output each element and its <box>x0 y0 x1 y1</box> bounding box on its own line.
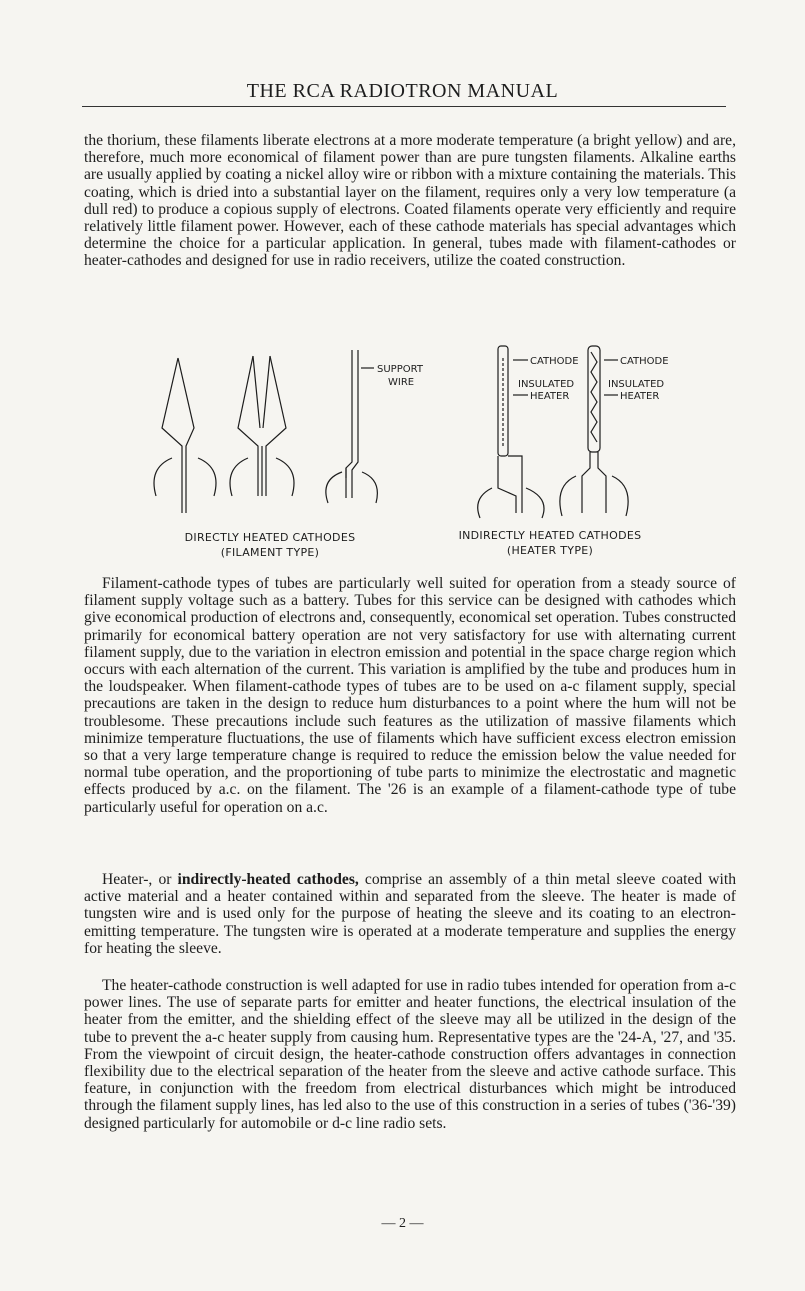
label-support-wire-2: WIRE <box>388 377 415 388</box>
heater-cathode-a-drawing <box>478 346 544 518</box>
label-insulated-a: INSULATED <box>518 379 575 390</box>
header-rule <box>82 106 726 107</box>
label-cathode-a: CATHODE <box>530 356 579 367</box>
paragraph-coated-filaments: the thorium, these filaments liberate electrons at a more moderate temperature (a bright yellow) and are, therefore, much more economical of filament power than are pure tungsten filaments. Alkaline earths are usually applied by coating a nickel alloy wire or ribbon with a mixture containing the materials. This coating, which is dried into a substantial layer on the filament, requires only a very low temperature (a dull red) to produce a copious supply of electrons. Coated filaments operate very efficiently and require relatively little filament power. However, each of these cathode materials has special advantages which determine the choice for a particular application. In general, tubes made with filament-cathodes or heater-cathodes and designed for use in radio receivers, utilize the coated construction. <box>84 132 736 270</box>
p3-end-text: comprise an assembly of a thin metal sleeve coated with active material and a heater contained within and separated from the sleeve. The heater is made of tungsten wire and is used only for the purpose of heating the sleeve and its coating to an electron-emitting temperature. The tungsten wire is operated at a moderate temperature and supplies the energy for heating the sleeve. <box>84 871 737 957</box>
p3-bold-term: indirectly-heated cathodes, <box>177 871 359 888</box>
filament-support-drawing <box>326 350 378 503</box>
paragraph-heater-construction: The heater-cathode construction is well adapted for use in radio tubes intended for operation from a-c power lines. The use of separate parts for emitter and heater functions, the electrical insulation of the heater from the emitter, and the shielding effect of the sleeve may all be utilized in the design of the tube to prevent the a-c heater supply from causing hum. Representative types are the '24-A, '27, and '35. From the viewpoint of circuit design, the heater-cathode construction offers advantages in connection flexibility due to the electrical separation of the heater from the sleeve and active cathode surface. This feature, in conjunction with the freedom from electrical disturbances which might be introduced through the filament supply lines, has led also to the use of this construction in a series of tubes ('36-'39) designed particularly for automobile or d-c line radio sets. <box>84 977 736 1132</box>
page-number: — 2 — <box>381 1216 424 1231</box>
label-insulated-b: INSULATED <box>608 379 665 390</box>
caption-indirectly-heated-2: (HEATER TYPE) <box>506 544 594 557</box>
page-header-title: THE RCA RADIOTRON MANUAL <box>246 80 559 102</box>
label-heater-a: HEATER <box>530 391 570 402</box>
caption-indirectly-heated-1: INDIRECTLY HEATED CATHODES <box>458 529 642 542</box>
label-support-wire-1: SUPPORT <box>377 364 423 375</box>
heater-cathode-b-drawing <box>560 346 628 516</box>
label-heater-b: HEATER <box>620 391 660 402</box>
caption-directly-heated-2: (FILAMENT TYPE) <box>220 546 320 559</box>
paragraph-filament-cathode-types: Filament-cathode types of tubes are particularly well suited for operation from a steady source of filament supply voltage such as a battery. Tubes for this service can be designed with cathodes which give economical production of electrons and, consequently, economical set operation. Tubes constructed primarily for economical battery operation are not very satisfactory for use with alternating current filament supply, due to the variation in electron emission and potential in the space charge region which occurs with each alternation of the current. This variation is amplified by the tube and produces hum in the loudspeaker. When filament-cathode types of tubes are to be used on a-c filament supply, special precautions are taken in the design to reduce hum disturbances to a point where the hum will not be troublesome. These precautions include such features as the utilization of massive filaments which minimize temperature fluctuations, the use of filaments which have sufficient excess electron emission so that a very large temperature change is required to reduce the emission below the value needed for normal tube operation, and the proportioning of tube parts to minimize the electrostatic and magnetic effects produced by a.c. on the filament. The '26 is an example of a filament-cathode type of tube particularly useful for operation on a.c. <box>84 575 736 816</box>
filament-w-drawing <box>230 356 294 496</box>
filament-v-drawing <box>154 358 216 513</box>
label-cathode-b: CATHODE <box>620 356 669 367</box>
caption-directly-heated-1: DIRECTLY HEATED CATHODES <box>184 531 356 544</box>
p3-start-text: Heater-, or <box>102 871 178 888</box>
paragraph-heater-cathodes <box>84 871 736 957</box>
